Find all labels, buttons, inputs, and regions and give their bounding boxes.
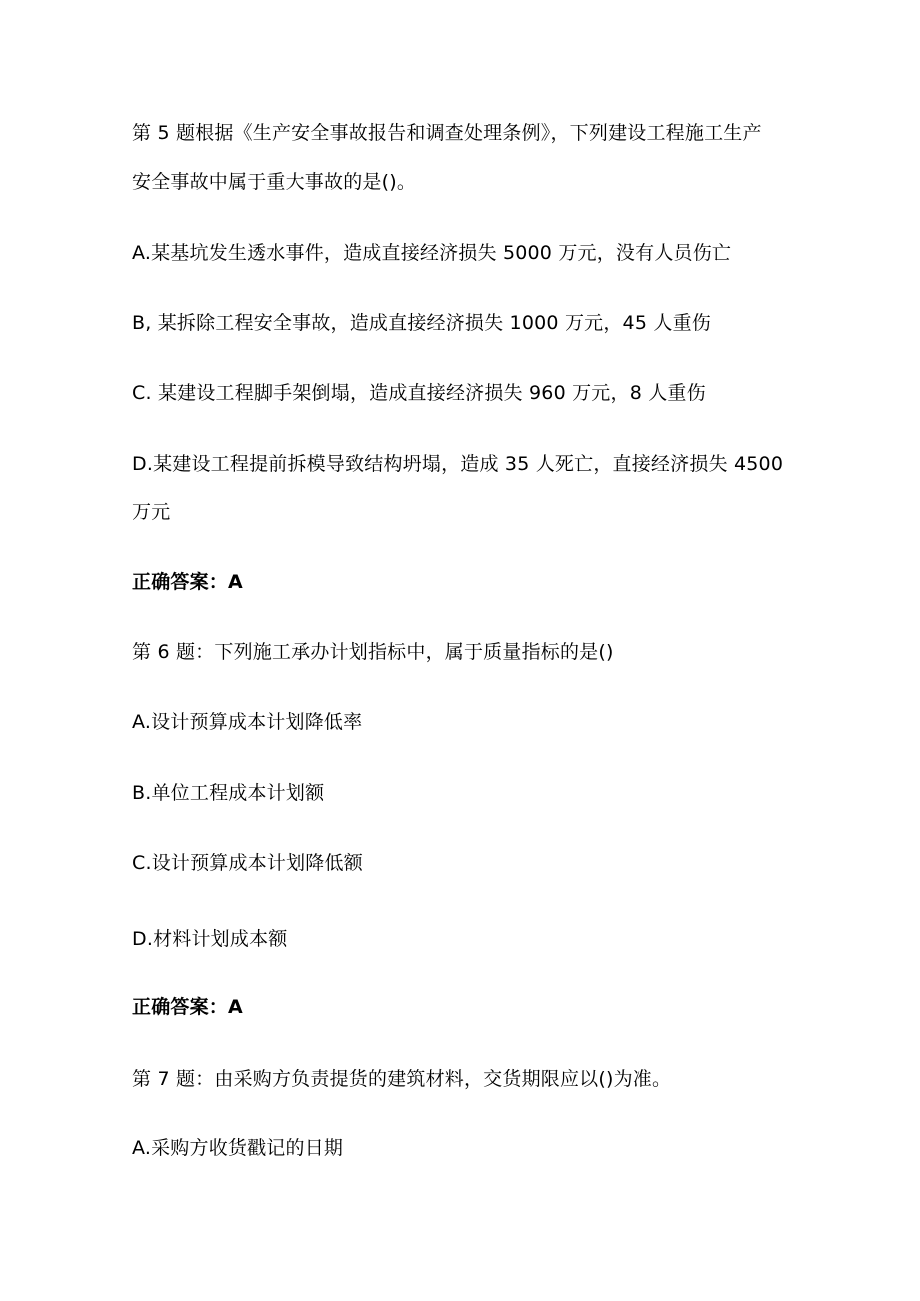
question-7-option-a: A.采购方收货戳记的日期 xyxy=(132,1137,344,1159)
question-6-option-b: B.单位工程成本计划额 xyxy=(132,782,325,804)
question-5-option-c: C. 某建设工程脚手架倒塌，造成直接经济损失 960 万元，8 人重伤 xyxy=(132,382,706,404)
question-7-stem: 第 7 题：由采购方负责提货的建筑材料，交货期限应以()为准。 xyxy=(132,1068,672,1090)
question-5-option-a: A.某基坑发生透水事件，造成直接经济损失 5000 万元，没有人员伤亡 xyxy=(132,242,732,264)
question-5-option-d-line-2: 万元 xyxy=(132,501,171,523)
question-6-stem: 第 6 题：下列施工承办计划指标中，属于质量指标的是() xyxy=(132,641,614,663)
question-5-option-b: B, 某拆除工程安全事故，造成直接经济损失 1000 万元，45 人重伤 xyxy=(132,312,711,334)
question-5-option-d-line-1: D.某建设工程提前拆模导致结构坍塌，造成 35 人死亡，直接经济损失 4500 xyxy=(132,453,784,475)
question-5-stem-line-2: 安全事故中属于重大事故的是()。 xyxy=(132,171,417,193)
question-6-option-c: C.设计预算成本计划降低额 xyxy=(132,852,363,874)
question-5-stem-line-1: 第 5 题根据《生产安全事故报告和调查处理条例》，下列建设工程施工生产 xyxy=(132,122,762,144)
question-6-option-a: A.设计预算成本计划降低率 xyxy=(132,711,363,733)
question-6-option-d: D.材料计划成本额 xyxy=(132,928,288,950)
question-5-answer: 正确答案：A xyxy=(132,571,243,593)
question-6-answer: 正确答案：A xyxy=(132,996,243,1018)
